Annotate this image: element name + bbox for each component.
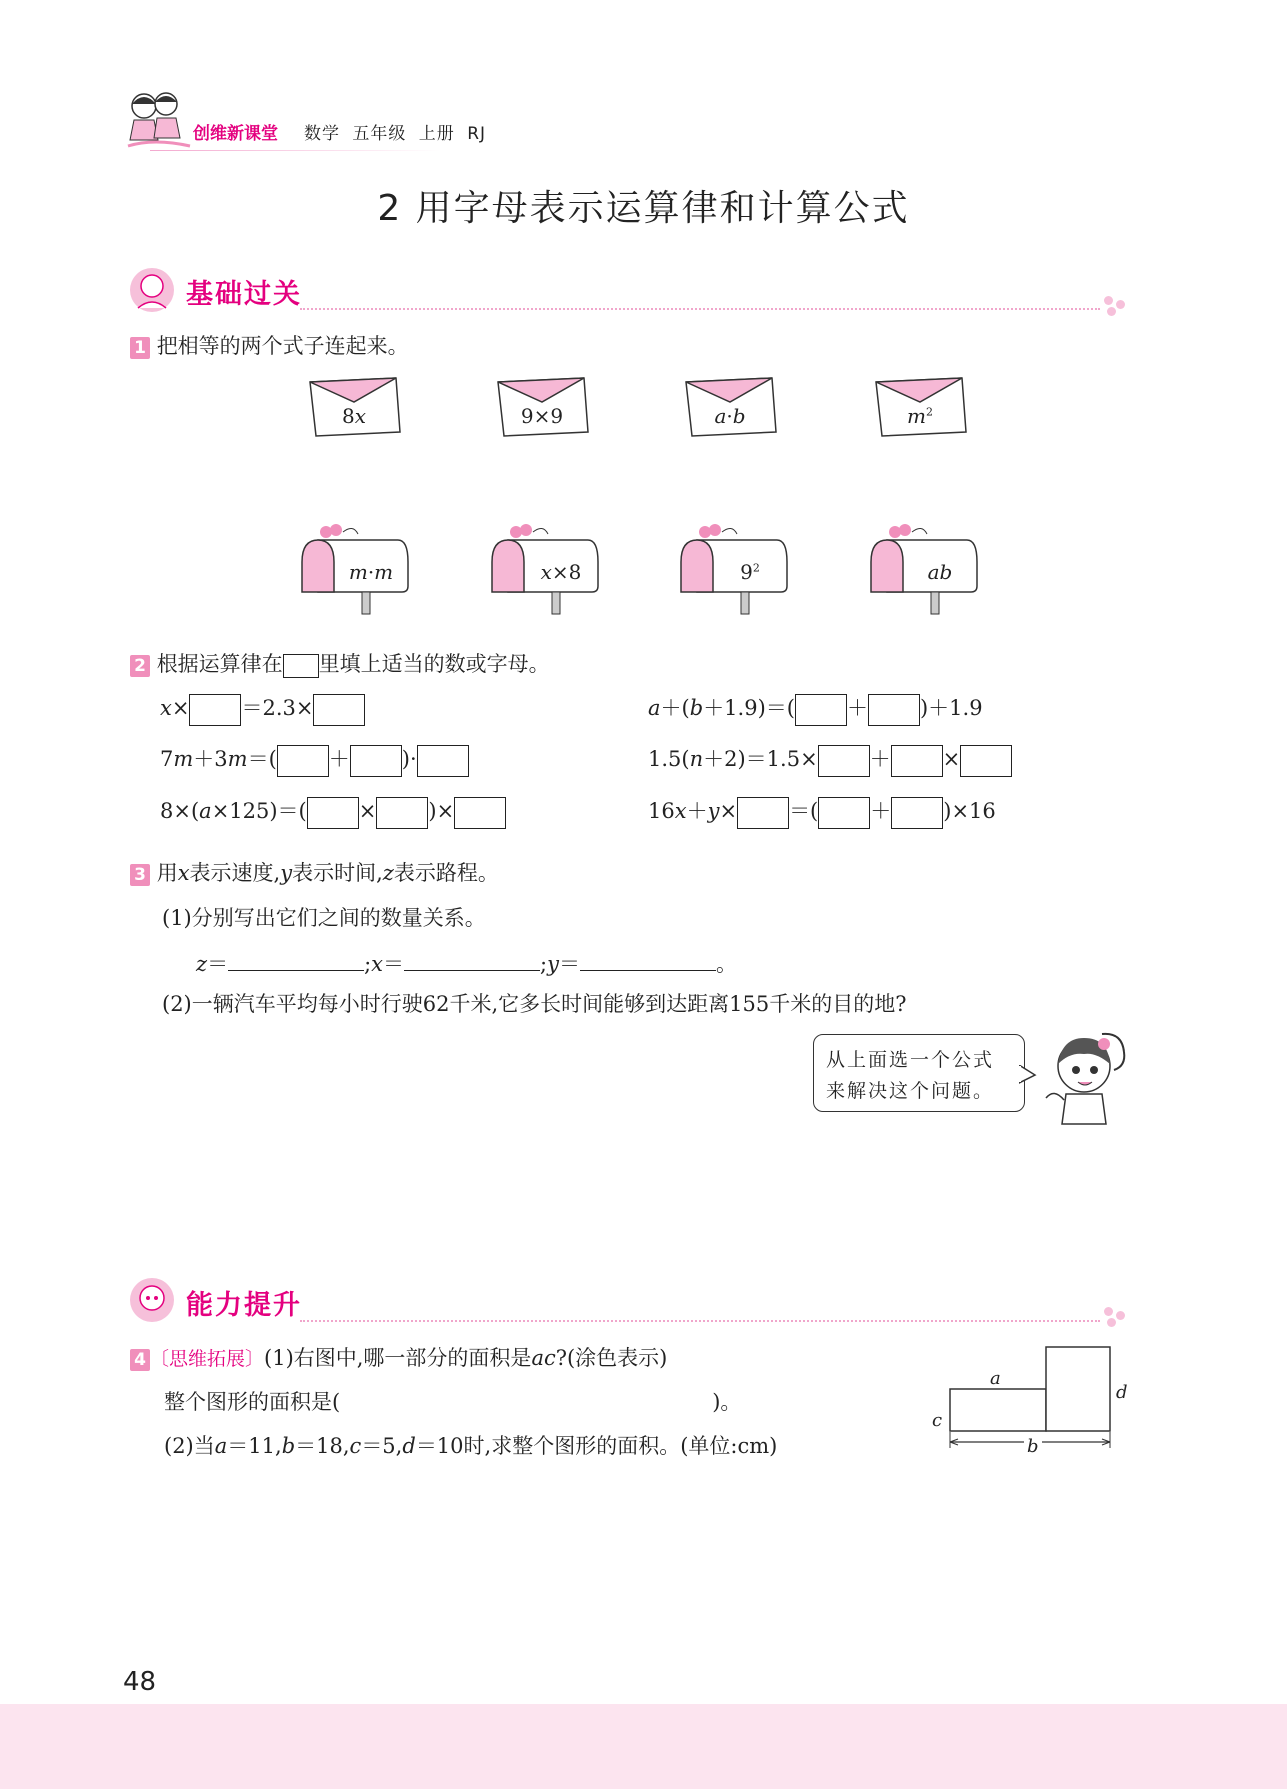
equation-row-2-left: 7m＋3m＝( ＋ )· bbox=[160, 743, 469, 777]
footer-band bbox=[0, 1704, 1287, 1789]
envelope-4[interactable]: $m^2$ bbox=[872, 376, 968, 440]
mailbox-1[interactable]: m·m bbox=[298, 522, 410, 608]
question-number: 1 bbox=[130, 337, 150, 359]
inline-box-example bbox=[283, 654, 319, 678]
question-text: 把相等的两个式子连起来。 bbox=[156, 334, 409, 358]
answer-box[interactable] bbox=[818, 745, 870, 777]
equation-row-1-left: x× ＝2.3× bbox=[160, 692, 365, 726]
equation-row-3-left: 8×(a×125)＝( × )× bbox=[160, 795, 506, 829]
question-tag: 〔思维拓展〕 bbox=[150, 1348, 265, 1370]
envelope-3[interactable]: a·b bbox=[682, 376, 778, 440]
answer-box[interactable] bbox=[818, 797, 870, 829]
answer-box[interactable] bbox=[454, 797, 506, 829]
answer-box[interactable] bbox=[868, 694, 920, 726]
figure-label-b: b bbox=[1024, 1436, 1042, 1457]
question-3-part-1: (1)分别写出它们之间的数量关系。 bbox=[162, 906, 486, 930]
answer-line[interactable] bbox=[228, 950, 364, 971]
envelope-1[interactable]: 8x bbox=[306, 376, 402, 440]
page-number: 48 bbox=[123, 1667, 157, 1697]
speech-bubble: 从上面选一个公式 来解决这个问题。 bbox=[813, 1034, 1025, 1112]
answer-box[interactable] bbox=[313, 694, 365, 726]
lesson-title: 2 用字母表示运算律和计算公式 bbox=[377, 188, 910, 229]
question-4-line-3: (2)当a＝11,b＝18,c＝5,d＝10时,求整个图形的面积。(单位:cm) bbox=[164, 1434, 778, 1458]
answer-box[interactable] bbox=[891, 745, 943, 777]
mailbox-4[interactable]: ab bbox=[867, 522, 979, 608]
question-2: 2 根据运算律在 里填上适当的数或字母。 bbox=[130, 648, 550, 678]
answer-line[interactable] bbox=[404, 950, 540, 971]
course-info: 数学 五年级 上册 RJ bbox=[304, 124, 487, 144]
question-4-line-1: 4 〔思维拓展〕(1)右图中,哪一部分的面积是ac?(涂色表示) bbox=[130, 1342, 667, 1372]
figure-label-d: d bbox=[1116, 1382, 1128, 1403]
answer-box[interactable] bbox=[960, 745, 1012, 777]
question-number: 4 bbox=[130, 1349, 150, 1371]
answer-box[interactable] bbox=[795, 694, 847, 726]
equation-row-1-right: a＋(b＋1.9)＝( ＋ )＋1.9 bbox=[648, 692, 983, 726]
question-1 bbox=[130, 330, 409, 360]
section-dots bbox=[1104, 296, 1134, 316]
answer-box[interactable] bbox=[277, 745, 329, 777]
answer-box[interactable] bbox=[376, 797, 428, 829]
mailbox-3[interactable]: $9^2$ bbox=[677, 522, 789, 608]
relation-equations: z＝ ;x＝ ;y＝ 。 bbox=[196, 952, 737, 976]
answer-box[interactable] bbox=[189, 694, 241, 726]
section-dots bbox=[1104, 1307, 1134, 1327]
section-icon-advanced bbox=[128, 1276, 176, 1324]
figure-label-c: c bbox=[932, 1410, 943, 1431]
equation-row-3-right: 16x＋y× ＝( ＋ )×16 bbox=[648, 795, 996, 829]
answer-box[interactable] bbox=[417, 745, 469, 777]
section-divider bbox=[300, 1320, 1100, 1322]
section-icon-basic bbox=[128, 266, 176, 314]
question-number: 3 bbox=[130, 864, 150, 886]
question-number: 2 bbox=[130, 655, 150, 677]
answer-box[interactable] bbox=[350, 745, 402, 777]
envelope-2[interactable]: 9×9 bbox=[494, 376, 590, 440]
section-divider bbox=[300, 308, 1100, 310]
header-divider bbox=[150, 150, 440, 151]
answer-box[interactable] bbox=[307, 797, 359, 829]
girl-character-icon bbox=[1040, 1026, 1130, 1126]
mailbox-2[interactable]: x×8 bbox=[488, 522, 600, 608]
header-logo bbox=[124, 88, 194, 153]
answer-box[interactable] bbox=[891, 797, 943, 829]
section-title-advanced: 能力提升 bbox=[186, 1290, 302, 1321]
question-4-line-2: 整个图形的面积是( )。 bbox=[164, 1390, 742, 1414]
answer-box[interactable] bbox=[737, 797, 789, 829]
brand-name: 创维新课堂 bbox=[193, 124, 278, 144]
equation-row-2-right: 1.5(n＋2)＝1.5× ＋ × bbox=[648, 743, 1012, 777]
question-3-part-2: (2)一辆汽车平均每小时行驶62千米,它多长时间能够到达距离155千米的目的地? bbox=[162, 992, 907, 1016]
figure-label-a: a bbox=[990, 1368, 1001, 1389]
question-3: 3 用x表示速度,y表示时间,z表示路程。 bbox=[130, 857, 499, 887]
section-title-basic: 基础过关 bbox=[186, 279, 302, 310]
answer-line[interactable] bbox=[580, 950, 716, 971]
area-figure bbox=[928, 1340, 1138, 1460]
